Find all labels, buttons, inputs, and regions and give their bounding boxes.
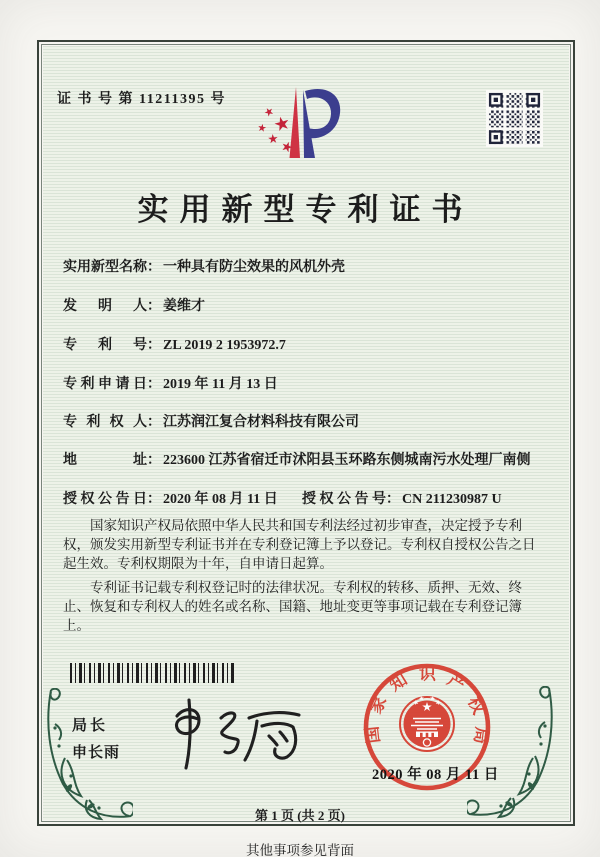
- field-label: 专利号: [63, 338, 147, 353]
- field-value: 2019 年 11 月 13 日: [163, 377, 278, 392]
- field-colon: ：: [386, 492, 400, 507]
- field-row-filing-date: [63, 375, 553, 395]
- corner-flourish-icon: [41, 688, 133, 822]
- field-label: 授权公告日: [63, 492, 147, 507]
- field-colon: ：: [147, 415, 161, 430]
- field-row-patentee: [63, 413, 553, 433]
- certificate-number: 证 书 号 第 11211395 号: [57, 92, 226, 107]
- field-row-grant: [63, 490, 553, 510]
- field-label: 专利申请日: [63, 377, 147, 392]
- field-colon: ：: [147, 299, 161, 314]
- national-emblem-icon: [400, 695, 454, 751]
- field-value: CN 211230987 U: [402, 492, 502, 507]
- field-colon: ：: [147, 453, 161, 468]
- field-colon: ：: [147, 377, 161, 392]
- legal-paragraph: 专利证书记载专利权登记时的法律状况。专利权的转移、质押、无效、终止、恢复和专利权人的姓名或名称、国籍、地址变更等事项记载在专利登记簿上。: [63, 580, 522, 633]
- field-colon: ：: [147, 338, 161, 353]
- field-label: 发明人: [63, 299, 147, 314]
- qr-code: [486, 90, 543, 147]
- seal-ring-text: 国家知识产权局: [362, 664, 492, 746]
- barcode: [70, 663, 236, 683]
- field-label: 实用新型名称: [63, 260, 147, 275]
- field-row-inventor: [63, 297, 553, 317]
- legal-text-section: [63, 516, 542, 640]
- field-value: 一种具有防尘效果的风机外壳: [163, 260, 345, 275]
- field-value: 2020 年 08 月 11 日: [163, 492, 278, 507]
- field-value: 江苏润江复合材料科技有限公司: [163, 415, 359, 430]
- field-row-patent-no: [63, 336, 553, 356]
- field-value: 223600 江苏省宿迁市沭阳县玉环路东侧城南污水处理厂南侧: [163, 453, 531, 468]
- field-value: ZL 2019 2 1953972.7: [163, 338, 286, 353]
- handwritten-signature-icon: [165, 694, 317, 780]
- field-row-address: [63, 451, 553, 471]
- corner-flourish-icon: [467, 686, 559, 820]
- field-label: 专利权人: [63, 415, 147, 430]
- certificate-title: 实用新型专利证书: [137, 192, 474, 227]
- back-side-note: 其他事项参见背面: [246, 843, 354, 857]
- field-label: 授权公告号: [302, 492, 386, 507]
- grant-number-pair: [302, 490, 502, 510]
- page-indicator: 第 1 页 (共 2 页): [255, 808, 345, 823]
- patent-office-logo-icon: [252, 82, 344, 164]
- field-colon: ：: [147, 260, 161, 275]
- director-title: 局长: [72, 717, 109, 734]
- field-colon: ：: [147, 492, 161, 507]
- legal-paragraph: 国家知识产权局依照中华人民共和国专利法经过初步审查，决定授予专利权，颁发实用新型专利证书并在专利登记簿上予以登记。专利权自授权公告之日起生效。专利权期限为十年，自申请日起算。: [63, 518, 536, 571]
- director-name: 申长雨: [72, 744, 121, 761]
- field-value: 姜维才: [163, 299, 205, 314]
- field-row-name: [63, 258, 553, 278]
- seal-date: 2020 年 08 月 11 日: [372, 767, 499, 783]
- field-label: 地址: [63, 453, 147, 468]
